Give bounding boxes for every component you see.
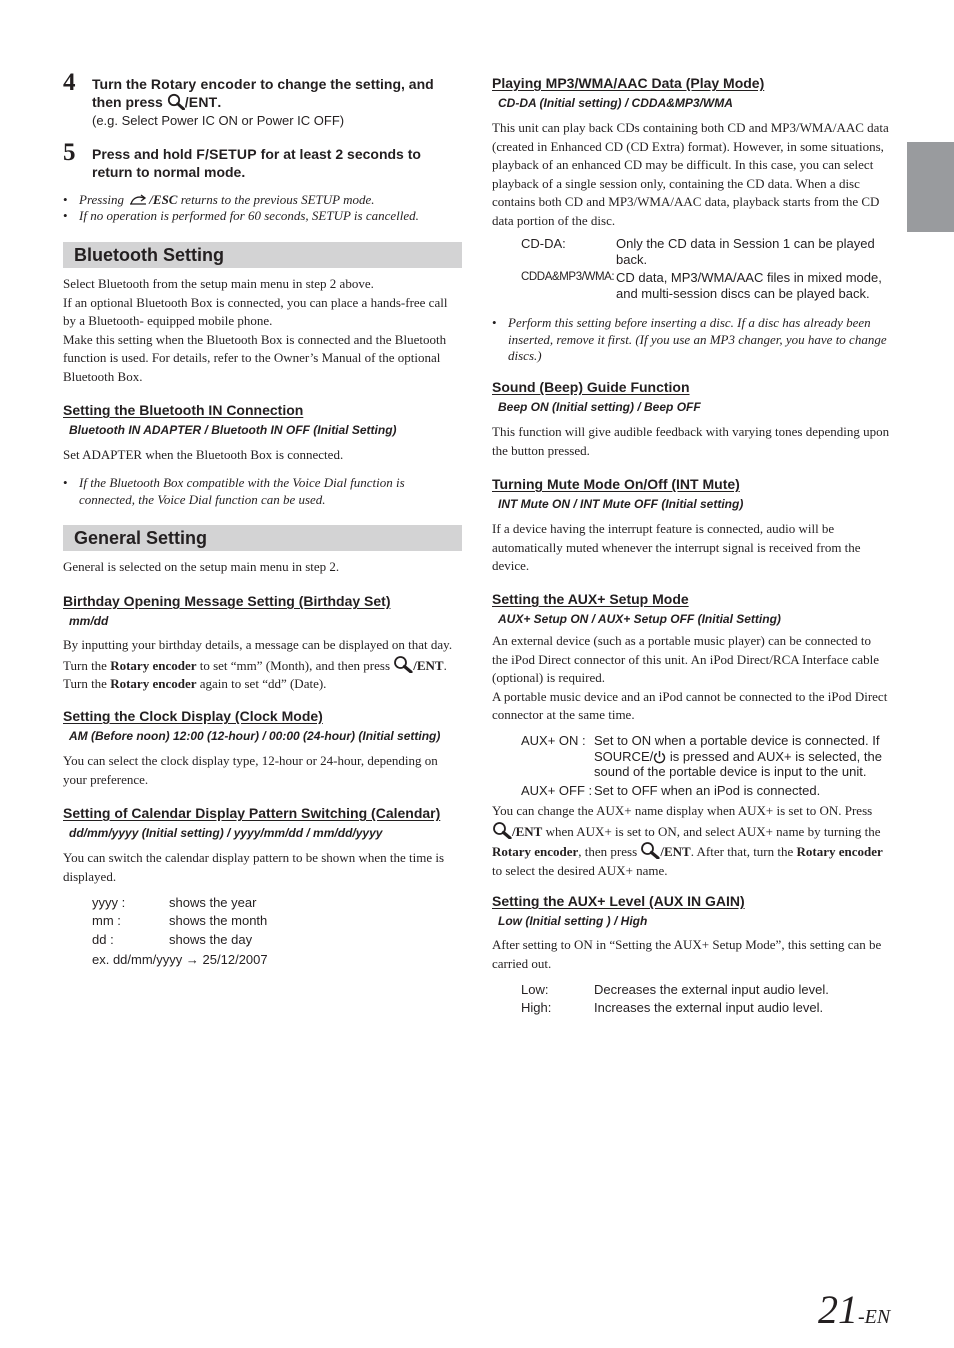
page-number: 21-EN — [818, 1287, 891, 1332]
aux-off-desc: Set to OFF when an iPod is connected. — [594, 783, 821, 798]
note-timeout: • If no operation is performed for 60 seconds, SETUP is cancelled. — [63, 208, 419, 223]
beep-body: This function will give audible feedback with varying tones depending upon the button pressed. — [492, 424, 890, 458]
mute-body: If a device having the interrupt feature is connected, audio will be automatically muted whenever the interrupt signal is received from the device. — [492, 521, 861, 574]
section-general-setting — [63, 525, 462, 551]
step-5-number: 5 — [63, 139, 76, 166]
playmode-def-term: CDDA&MP3/WMA: — [521, 271, 615, 283]
section-bluetooth-setting — [63, 242, 462, 268]
arrow-right-icon: → — [185, 952, 199, 967]
auxgain-high-term: High: — [521, 1000, 552, 1015]
clock-title: Setting the Clock Display (Clock Mode) — [63, 708, 323, 724]
clock-options: AM (Before noon) 12:00 (12-hour) / 00:00 (24-hour) (Initial setting) — [69, 729, 441, 743]
auxgain-options: Low (Initial setting ) / High — [498, 914, 648, 928]
playmode-def-desc: Only the CD data in Session 1 can be played back. — [616, 236, 875, 267]
step-4-example: (e.g. Select Power IC ON or Power IC OFF) — [92, 113, 345, 128]
calendar-title: Setting of Calendar Display Pattern Switching (Calendar) — [63, 805, 441, 821]
aux-options: AUX+ Setup ON / AUX+ Setup OFF (Initial Setting) — [498, 612, 781, 626]
aux-name-body: You can change the AUX+ name display when AUX+ is set to ON. Press /ENT when AUX+ is set to ON, and select AUX+ name by turning the Rotary encoder, then press /ENT. After that, turn the Rotary encoder to select the desired AUX+ name. — [492, 803, 883, 878]
birthday-body: By inputting your birthday details, a message can be displayed on that day. Turn the Rotary encoder to set “mm” (Month), and then press /ENT. Turn the Rotary encoder again to set “dd” (Date). — [63, 637, 453, 692]
playmode-body: This unit can play back CDs containing both CD and MP3/WMA/AAC data (created in Enhanced CD (CD Extra) format). However, in some situations, playback of an enhanced CD may be difficult. In this case, you can select playback of a single session only, containing the CD data. When a disc contains both CD and MP3/WMA/AAC data, playback starts from the CD data portion of the disc. — [492, 120, 889, 228]
step-4-number: 4 — [63, 69, 76, 96]
calendar-def-desc: shows the month — [169, 913, 268, 928]
playmode-def-desc: CD data, MP3/WMA/AAC files in mixed mode, and multi-session discs can be played back. — [616, 270, 882, 301]
general-intro: General is selected on the setup main menu in step 2. — [63, 559, 340, 574]
auxgain-low-desc: Decreases the external input audio level. — [594, 982, 829, 997]
bluetooth-in-title: Setting the Bluetooth IN Connection — [63, 402, 304, 418]
auxgain-body: After setting to ON in “Setting the AUX+ Setup Mode”, this setting can be carried out. — [492, 937, 882, 971]
auxgain-title: Setting the AUX+ Level (AUX IN GAIN) — [492, 893, 745, 909]
calendar-options: dd/mm/yyyy (Initial setting) / yyyy/mm/dd / mm/dd/yyyy — [69, 826, 383, 840]
return-icon — [127, 193, 149, 207]
calendar-example: ex. dd/mm/yyyy → 25/12/2007 — [92, 952, 268, 967]
aux-body: An external device (such as a portable music player) can be connected to the iPod Direct connector of this unit. An iPod Direct/RCA Interface cable (optional) is required. A portable music device and an iPod cannot be connected to the iPod Direct connector at the same time. — [492, 633, 888, 723]
note-esc: • Pressing /ESC returns to the previous SETUP mode. — [63, 192, 375, 207]
bluetooth-in-options: Bluetooth IN ADAPTER / Bluetooth IN OFF (Initial Setting) — [69, 423, 397, 437]
calendar-def-term: mm : — [92, 913, 121, 928]
playmode-title: Playing MP3/WMA/AAC Data (Play Mode) — [492, 75, 765, 91]
search-icon — [640, 841, 660, 859]
playmode-note: • Perform this setting before inserting a disc. If a disc has already been inserted, remove it first. (If you use an MP3 changer, you have to change discs.) — [492, 315, 887, 363]
aux-title: Setting the AUX+ Setup Mode — [492, 591, 689, 607]
aux-on-term: AUX+ ON : — [521, 733, 586, 748]
beep-title: Sound (Beep) Guide Function — [492, 379, 690, 395]
mute-title: Turning Mute Mode On/Off (INT Mute) — [492, 476, 740, 492]
search-icon — [492, 821, 512, 839]
birthday-options: mm/dd — [69, 614, 109, 628]
calendar-def-desc: shows the day — [169, 932, 253, 947]
calendar-def-term: dd : — [92, 932, 114, 947]
section-heading: Bluetooth Setting — [74, 245, 224, 265]
clock-body: You can select the clock display type, 12-hour or 24-hour, depending on your preference. — [63, 753, 438, 787]
bluetooth-intro: Select Bluetooth from the setup main menu in step 2 above. If an optional Bluetooth Box is connected, you can place a hands-free call by a Bluetooth- equipped mobile phone. Make this setting when the Bluetooth Box is connected and the Bluetooth function is used. For details, refer to the Owner’s Manual of the optional Bluetooth Box. — [63, 276, 448, 384]
chapter-side-tab — [907, 142, 954, 232]
auxgain-high-desc: Increases the external input audio level. — [594, 1000, 824, 1015]
beep-options: Beep ON (Initial setting) / Beep OFF — [498, 400, 701, 414]
search-icon — [167, 93, 185, 110]
auxgain-low-term: Low: — [521, 982, 549, 997]
playmode-options: CD-DA (Initial setting) / CDDA&MP3/WMA — [498, 96, 733, 110]
bluetooth-in-body: Set ADAPTER when the Bluetooth Box is connected. — [63, 447, 344, 462]
step-5-text: Press and hold F/SETUP for at least 2 seconds to return to normal mode. — [92, 146, 421, 180]
power-icon — [653, 750, 666, 764]
aux-on-desc: Set to ON when a portable device is connected. If SOURCE/ is pressed and AUX+ is selected, the sound of the portable device is input to the unit. — [594, 733, 882, 779]
calendar-def-desc: shows the year — [169, 895, 257, 910]
birthday-title: Birthday Opening Message Setting (Birthday Set) — [63, 593, 391, 609]
bluetooth-in-note: • If the Bluetooth Box compatible with the Voice Dial function is connected, the Voice Dial function can be used. — [63, 475, 405, 507]
calendar-body: You can switch the calendar display pattern to be shown when the time is displayed. — [63, 850, 445, 884]
search-icon — [393, 655, 413, 673]
aux-off-term: AUX+ OFF : — [521, 783, 593, 798]
step-4-text: Turn the Rotary encoder to change the setting, and then press /ENT. — [92, 76, 434, 110]
calendar-def-term: yyyy : — [92, 895, 126, 910]
section-heading: General Setting — [74, 528, 208, 548]
mute-options: INT Mute ON / INT Mute OFF (Initial setting) — [498, 497, 744, 511]
playmode-def-term: CD-DA: — [521, 236, 566, 251]
